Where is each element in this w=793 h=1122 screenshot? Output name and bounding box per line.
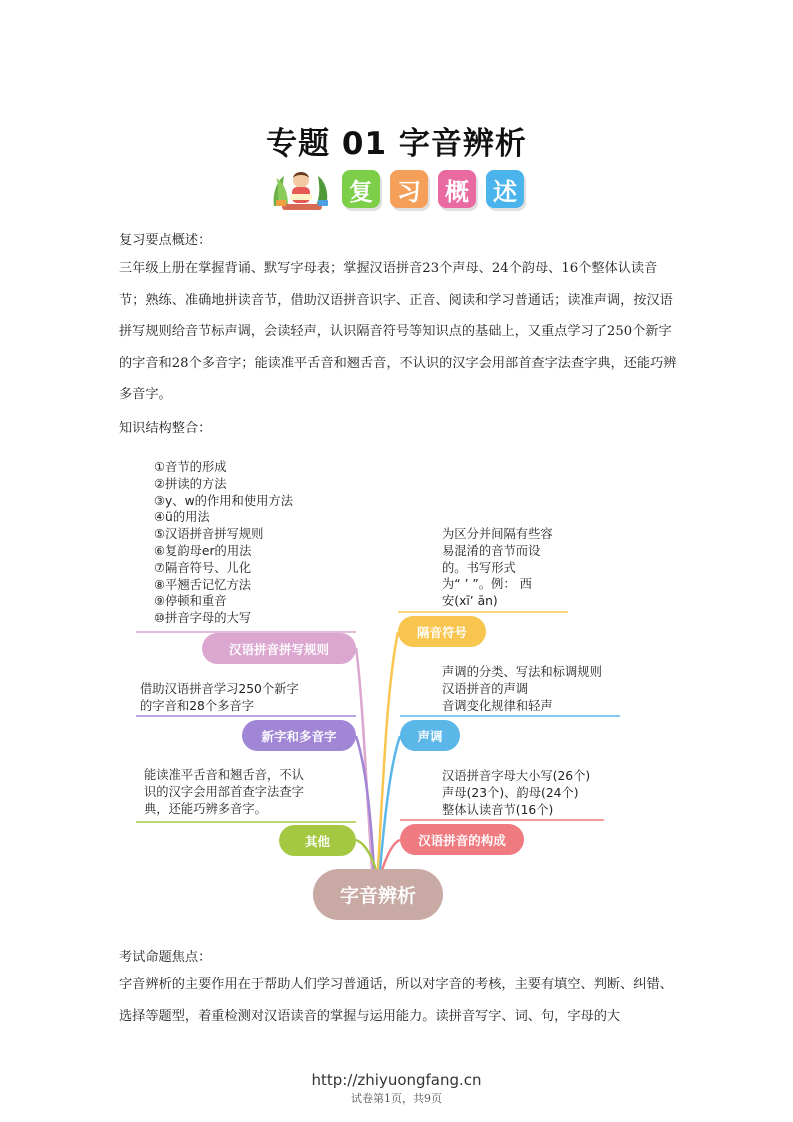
section-label-review: 复习要点概述：	[119, 233, 212, 248]
notes-tones	[442, 664, 602, 714]
pill-tones: 声调	[400, 720, 460, 751]
note-line: 声调的分类、写法和标调规则	[442, 665, 602, 679]
banner-tile-gai: 概	[438, 170, 476, 208]
notes-separator	[442, 526, 553, 610]
note-line: 能读准平舌音和翘舌音，不认	[144, 768, 304, 782]
note-line: ⑤汉语拼音拼写规则	[154, 527, 264, 542]
center-node: 字音辨析	[313, 869, 443, 920]
note-line: ③y、w的作用和使用方法	[154, 493, 294, 508]
note-line: 汉语拼音的声调	[442, 681, 529, 696]
note-line: 典，还能巧辨多音字。	[144, 801, 267, 816]
banner-tile-fu: 复	[342, 170, 380, 208]
pill-separator: 隔音符号	[398, 616, 486, 647]
note-line: 安(xī’ ān)	[442, 594, 498, 609]
note-line: 声母(23个)、韵母(24个)	[442, 785, 579, 800]
note-line: 音调变化规律和轻声	[442, 698, 553, 713]
note-line: 整体认读音节(16个)	[442, 802, 554, 817]
note-line: ①音节的形成	[154, 460, 227, 474]
section-label-structure: 知识结构整合：	[119, 421, 212, 436]
note-line: 为区分并间隔有些容	[442, 527, 553, 541]
banner-tile-shu: 述	[486, 170, 524, 208]
section-label-focus: 考试命题焦点：	[119, 950, 212, 965]
footer-url: http://zhiyuongfang.cn	[311, 1071, 482, 1089]
note-line: 的字音和28个多音字	[140, 698, 255, 713]
note-line: ②拼读的方法	[154, 476, 227, 491]
footer-page: 试卷第1页，共9页	[351, 1092, 442, 1105]
note-line: 识的汉字会用部首查字法查字	[144, 784, 304, 799]
focus-paragraph: 字音辨析的主要作用在于帮助人们学习普通话，所以对字音的考核，主要有填空、判断、纠错、选择等题型，着重检测对汉语读音的掌握与运用能力。读拼音写字、词、句，字母的大	[119, 977, 673, 1024]
pill-spelling-rules: 汉语拼音拼写规则	[202, 633, 356, 664]
note-line: ⑨停顿和重音	[154, 594, 227, 609]
note-line: 的。书写形式	[442, 560, 516, 575]
note-line: ④ü的用法	[154, 510, 210, 525]
page-title: 专题 01 字音辨析	[266, 126, 527, 162]
pill-new-characters: 新字和多音字	[242, 720, 356, 751]
pill-others: 其他	[279, 825, 356, 856]
notes-new-characters	[140, 681, 299, 715]
note-line: ⑦隔音符号、儿化	[154, 560, 252, 575]
note-line: ⑧平翘舌记忆方法	[154, 577, 252, 592]
notes-composition	[442, 768, 590, 818]
note-line: ⑩拼音字母的大写	[154, 611, 252, 626]
banner-tile-xi: 习	[390, 170, 428, 208]
notes-others	[144, 767, 304, 817]
pill-composition: 汉语拼音的构成	[400, 824, 524, 855]
notes-spelling-rules	[154, 459, 293, 627]
note-line: 借助汉语拼音学习250个新字	[140, 682, 299, 696]
note-line: ⑥复韵母er的用法	[154, 543, 252, 558]
note-line: 汉语拼音字母大小写(26个)	[442, 769, 591, 783]
note-line: 易混淆的音节而设	[442, 543, 541, 558]
review-paragraph: 三年级上册在掌握背诵、默写字母表；掌握汉语拼音23个声母、24个韵母、16个整体认读音节；熟练、准确地拼读音节，借助汉语拼音识字、正音、阅读和学习普通话；读准声调，按汉语拼写规则给音节标声调，会读轻声，认识隔音符号等知识点的基础上，又重点学习了250个新字的字音和28个多音字；能读准平舌音和翘舌音，不认识的汉字会用部首查字法查字典，还能巧辨多音字。	[119, 261, 677, 402]
note-line: 为“ ’ ”。例： 西	[442, 577, 532, 592]
